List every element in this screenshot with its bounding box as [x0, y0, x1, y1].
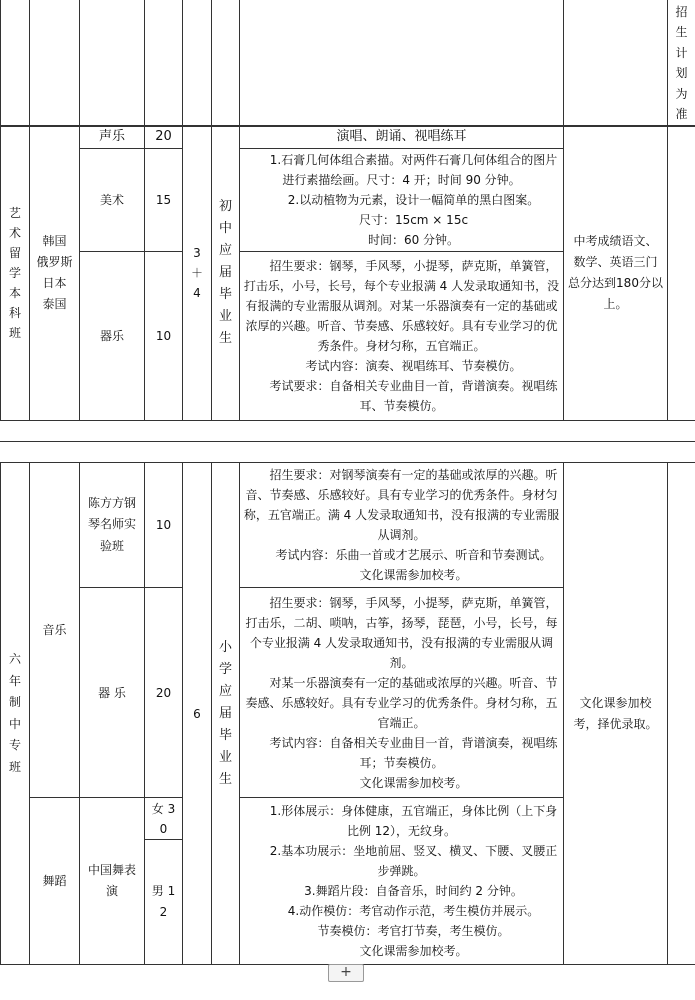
art-target: 初中应届毕业生 — [218, 199, 232, 346]
six-instrument-req-4: 文化课需参加校考。 — [359, 775, 468, 790]
six-requirement: 文化课参加校考，择优录取。 — [573, 695, 658, 731]
six-years: 6 — [183, 463, 212, 965]
six-instrument-req-1: 招生要求：钢琴，手风琴，小提琴，萨克斯，单簧管，打击乐，二胡、唢呐，古筝，扬琴，琵琶，小号，长号，每个专业报满 4 人发录取通知书，没有报满的专业需服从调剂。 — [245, 595, 558, 670]
art-country-2: 日本 — [42, 276, 67, 290]
expand-button[interactable]: + — [328, 964, 364, 982]
dance-req-5: 节奏模仿：考官打节奏，考生模仿。 — [317, 924, 510, 938]
art-abroad-table — [0, 125, 695, 421]
art-category: 艺术留学本科班 — [8, 206, 21, 340]
six-instrument-req-3: 考试内容：自备相关专业曲目一首，背谱演奏，视唱练耳；节奏模仿。 — [269, 735, 558, 770]
plan-note: 招生计划为准 — [675, 4, 688, 121]
art-count-painting: 15 — [145, 149, 183, 252]
art-instrument-req-2: 考试内容：演奏、视唱练耳、节奏模仿。 — [305, 359, 522, 373]
six-target: 小学应届毕业生 — [218, 639, 232, 787]
piano-class-name: 陈方方钢琴名师实验班 — [87, 495, 136, 553]
art-country-3: 泰国 — [42, 297, 67, 311]
painting-req-1: 1.石膏几何体组合素描。对两件石膏几何体组合的图片进行素描绘画。尺寸：4 开；时间 90 分钟。 — [269, 153, 558, 187]
six-instrument-name: 器 乐 — [80, 588, 145, 798]
six-instrument-req-2: 对某一乐器演奏有一定的基础或浓厚的兴趣。听音、节奏感、乐感较好。具有专业学习的优秀条件。身材匀称，五官端正。 — [245, 675, 558, 730]
art-count-vocal: 20 — [145, 126, 183, 149]
dance-req-4: 4.动作模仿：考官动作示范，考生模仿并展示。 — [287, 904, 540, 918]
dance-req-6: 文化课需参加校考。 — [359, 944, 468, 958]
art-country-1: 俄罗斯 — [36, 255, 73, 269]
dance-group: 舞蹈 — [30, 798, 80, 965]
piano-req-2: 考试内容：乐曲一首或才艺展示、听音和节奏测试。 — [275, 548, 552, 562]
art-count-instrument: 10 — [145, 252, 183, 421]
art-requirement: 中考成绩语文、数学、英语三门总分达到180分以上。 — [568, 234, 663, 311]
top-continuation-table — [0, 0, 695, 127]
piano-req-3: 文化课需参加校考。 — [359, 568, 468, 582]
dance-req-1: 1.形体展示：身体健康，五官端正，身体比例（上下身比例 12），无纹身。 — [269, 804, 558, 838]
six-category: 六年制中专班 — [8, 652, 21, 774]
painting-req-2: 2.以动植物为元素，设计一幅简单的黑白图案。 — [287, 193, 540, 207]
painting-req-4: 时间：60 分钟。 — [367, 233, 460, 247]
painting-req-3: 尺寸：15cm × 15c — [358, 213, 469, 227]
art-instrument-req-1: 招生要求：钢琴，手风琴，小提琴，萨克斯，单簧管，打击乐，小号，长号，每个专业报满 4 人发录取通知书，没有报满的专业需服从调剂。对某一乐器演奏有一定的基础或浓厚的兴趣。听音、节奏感、乐感较好。具有专业学习的优秀条件。身材匀称，五官端正。 — [243, 259, 560, 353]
divider-line — [0, 441, 695, 442]
music-group: 音乐 — [30, 463, 80, 798]
art-major-vocal: 声乐 — [80, 126, 145, 149]
piano-req-1: 招生要求：对钢琴演奏有一定的基础或浓厚的兴趣。听音、节奏感、乐感较好。具有专业学习的优秀条件。身材匀称，五官端正。满 4 人发录取通知书，没有报满的专业需服从调剂。 — [243, 468, 560, 542]
six-year-table — [0, 462, 695, 965]
art-country-0: 韩国 — [42, 234, 67, 248]
dance-req-3: 3.舞蹈片段：自备音乐，时间约 2 分钟。 — [304, 884, 523, 898]
dance-req-2: 2.基本功展示：坐地前屈、竖叉、横叉、下腰、叉腰正步弹跳。 — [269, 844, 558, 878]
art-content-vocal: 演唱、朗诵、视唱练耳 — [240, 126, 564, 149]
dance-male: 男 12 — [151, 884, 176, 919]
art-instrument-req-3: 考试要求：自备相关专业曲目一首，背谱演奏。视唱练耳、节奏模仿。 — [269, 379, 558, 413]
dance-major: 中国舞表演 — [88, 862, 137, 898]
art-major-painting: 美术 — [80, 149, 145, 252]
art-years: 3＋4 — [190, 246, 203, 300]
art-major-instrument: 器乐 — [80, 252, 145, 421]
piano-class-count: 10 — [145, 463, 183, 588]
dance-female: 女 30 — [151, 801, 176, 836]
six-instrument-count: 20 — [145, 588, 183, 798]
